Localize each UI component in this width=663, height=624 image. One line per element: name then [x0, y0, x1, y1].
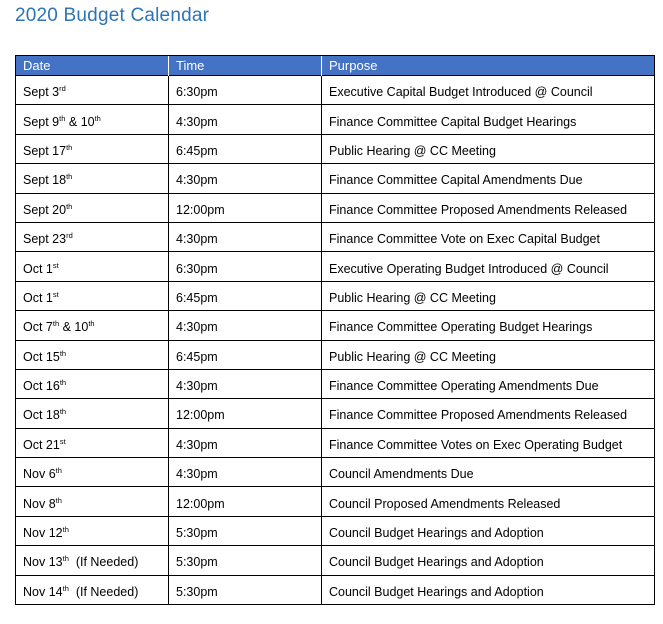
column-header-purpose: Purpose — [322, 56, 655, 76]
date-text: Sept 18 — [23, 173, 67, 188]
date-cell — [16, 222, 169, 251]
column-header-time: Time — [169, 56, 322, 76]
date-cell — [16, 546, 169, 575]
date-text: Oct 7 — [23, 320, 53, 335]
purpose-cell: Finance Committee Proposed Amendments Released — [322, 399, 655, 428]
date-text: Sept 17 — [23, 143, 67, 158]
purpose-cell: Council Proposed Amendments Released — [322, 487, 655, 516]
time-cell: 4:30pm — [169, 428, 322, 457]
ordinal-suffix: rd — [66, 231, 73, 241]
date-text: Sept 9 — [23, 114, 60, 129]
ordinal-suffix: th — [88, 319, 95, 329]
date-text: & 10 — [65, 114, 95, 129]
date-text: & 10 — [59, 320, 89, 335]
date-cell — [16, 164, 169, 193]
date-text: Sept 20 — [23, 202, 67, 217]
date-text: Nov 12 — [23, 526, 63, 541]
date-cell — [16, 487, 169, 516]
table-row — [16, 134, 655, 163]
time-cell: 6:45pm — [169, 134, 322, 163]
table-row — [16, 76, 655, 105]
date-text: Nov 13 — [23, 555, 63, 570]
purpose-cell: Finance Committee Votes on Exec Operating Budget — [322, 428, 655, 457]
date-cell — [16, 193, 169, 222]
time-cell: 6:30pm — [169, 76, 322, 105]
purpose-cell: Finance Committee Proposed Amendments Released — [322, 193, 655, 222]
ordinal-suffix: th — [66, 201, 73, 211]
date-cell — [16, 252, 169, 281]
purpose-cell: Public Hearing @ CC Meeting — [322, 340, 655, 369]
ordinal-suffix: th — [66, 142, 73, 152]
ordinal-suffix: th — [94, 113, 101, 123]
purpose-cell: Finance Committee Operating Amendments Due — [322, 369, 655, 398]
date-cell — [16, 369, 169, 398]
date-text: Sept 23 — [23, 232, 67, 247]
time-cell: 12:00pm — [169, 399, 322, 428]
date-cell — [16, 399, 169, 428]
purpose-cell: Finance Committee Operating Budget Hearings — [322, 311, 655, 340]
table-row — [16, 546, 655, 575]
ordinal-suffix: st — [59, 436, 66, 446]
table-row — [16, 193, 655, 222]
time-cell: 5:30pm — [169, 516, 322, 545]
table-row — [16, 164, 655, 193]
date-text: (If Needed) — [68, 555, 139, 570]
purpose-cell: Finance Committee Capital Amendments Due — [322, 164, 655, 193]
ordinal-suffix: th — [62, 583, 69, 593]
table-row — [16, 369, 655, 398]
table-row — [16, 458, 655, 487]
time-cell: 6:45pm — [169, 281, 322, 310]
purpose-cell: Council Budget Hearings and Adoption — [322, 575, 655, 604]
budget-calendar-table — [15, 55, 655, 605]
table-header-row — [16, 56, 655, 76]
table-row — [16, 340, 655, 369]
ordinal-suffix: rd — [59, 84, 66, 94]
purpose-cell: Council Budget Hearings and Adoption — [322, 516, 655, 545]
table-row — [16, 311, 655, 340]
date-text: Sept 3 — [23, 85, 60, 100]
ordinal-suffix: th — [59, 378, 67, 388]
date-cell — [16, 76, 169, 105]
table-row — [16, 105, 655, 134]
purpose-cell: Finance Committee Vote on Exec Capital Budget — [322, 222, 655, 251]
ordinal-suffix: th — [66, 172, 73, 182]
date-text: Oct 18 — [23, 408, 60, 423]
ordinal-suffix: th — [62, 525, 69, 535]
time-cell: 12:00pm — [169, 487, 322, 516]
date-text: Nov 14 — [23, 584, 63, 599]
date-cell — [16, 428, 169, 457]
table-row — [16, 516, 655, 545]
date-cell — [16, 105, 169, 134]
purpose-cell: Executive Capital Budget Introduced @ Council — [322, 76, 655, 105]
time-cell: 12:00pm — [169, 193, 322, 222]
purpose-cell: Council Budget Hearings and Adoption — [322, 546, 655, 575]
time-cell: 4:30pm — [169, 311, 322, 340]
time-cell: 6:30pm — [169, 252, 322, 281]
table-row — [16, 281, 655, 310]
purpose-cell: Executive Operating Budget Introduced @ Council — [322, 252, 655, 281]
date-cell — [16, 134, 169, 163]
purpose-cell: Council Amendments Due — [322, 458, 655, 487]
ordinal-suffix: th — [52, 319, 60, 329]
date-cell — [16, 458, 169, 487]
date-cell — [16, 340, 169, 369]
date-text: Oct 16 — [23, 379, 60, 394]
date-text: Oct 1 — [23, 290, 53, 305]
date-cell — [16, 311, 169, 340]
ordinal-suffix: th — [55, 466, 62, 476]
date-cell — [16, 575, 169, 604]
table-row — [16, 428, 655, 457]
table-row — [16, 575, 655, 604]
date-text: Oct 15 — [23, 349, 60, 364]
time-cell: 4:30pm — [169, 164, 322, 193]
ordinal-suffix: th — [59, 348, 67, 358]
ordinal-suffix: th — [59, 407, 67, 417]
table-row — [16, 487, 655, 516]
column-header-date: Date — [16, 56, 169, 76]
date-text: Oct 1 — [23, 261, 53, 276]
date-text: Nov 6 — [23, 467, 56, 482]
ordinal-suffix: th — [59, 113, 66, 123]
date-text: (If Needed) — [68, 584, 139, 599]
time-cell: 4:30pm — [169, 369, 322, 398]
date-text: Nov 8 — [23, 496, 56, 511]
table-body — [16, 76, 655, 605]
time-cell: 4:30pm — [169, 458, 322, 487]
purpose-cell: Public Hearing @ CC Meeting — [322, 281, 655, 310]
ordinal-suffix: th — [55, 495, 62, 505]
purpose-cell: Finance Committee Capital Budget Hearings — [322, 105, 655, 134]
purpose-cell: Public Hearing @ CC Meeting — [322, 134, 655, 163]
date-cell — [16, 281, 169, 310]
time-cell: 5:30pm — [169, 575, 322, 604]
time-cell: 5:30pm — [169, 546, 322, 575]
page-title: 2020 Budget Calendar — [15, 5, 210, 26]
ordinal-suffix: th — [62, 554, 69, 564]
table-row — [16, 252, 655, 281]
date-text: Oct 21 — [23, 437, 60, 452]
date-cell — [16, 516, 169, 545]
time-cell: 6:45pm — [169, 340, 322, 369]
table-row — [16, 399, 655, 428]
ordinal-suffix: st — [52, 260, 59, 270]
time-cell: 4:30pm — [169, 222, 322, 251]
time-cell: 4:30pm — [169, 105, 322, 134]
ordinal-suffix: st — [52, 289, 59, 299]
table-row — [16, 222, 655, 251]
